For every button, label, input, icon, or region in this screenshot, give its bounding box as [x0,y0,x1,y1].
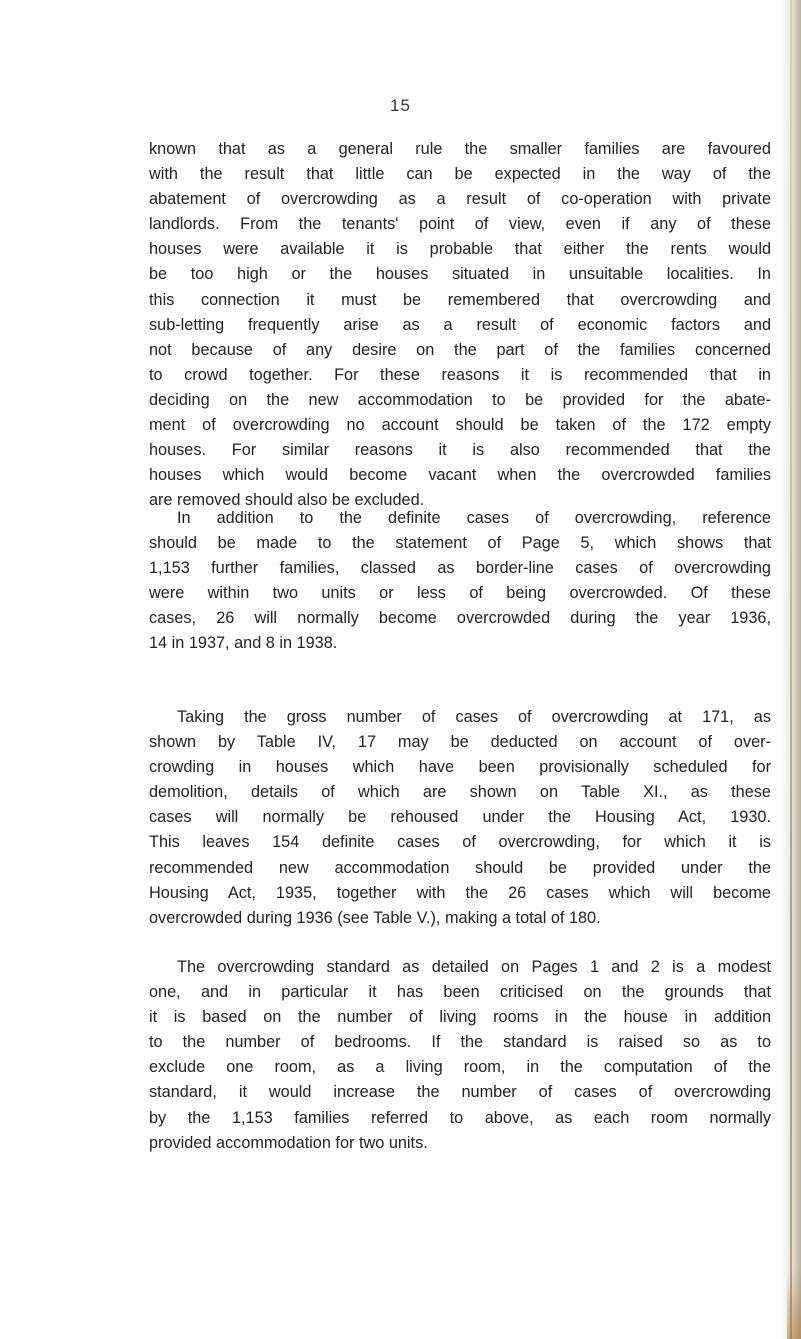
text-line: The overcrowding standard as detailed on Pages 1 and 2 is a modest [177,958,771,976]
text-line: were within two units or less of being overcrowded. Of these [149,584,771,603]
text-line: Taking the gross number of cases of overcrowding at 171, as [177,708,771,726]
text-line: exclude one room, as a living room, in the computation of the [149,1058,771,1077]
text-line: ment of overcrowding no account should be taken of the 172 empty [149,416,771,435]
text-line: by the 1,153 families referred to above, as each room normally [149,1108,771,1127]
text-line: cases, 26 will normally become overcrowded during the year 1936, [149,609,771,628]
page-number: 15 [390,96,411,115]
text-line: are removed should also be excluded. [149,491,425,510]
text-line: landlords. From the tenants' point of view, even if any of these [149,215,771,234]
text-line: cases will normally be rehoused under the Housing Act, 1930. [149,808,771,827]
text-line: it is based on the number of living rooms in the house in addition [149,1008,771,1027]
text-line: deciding on the new accommodation to be provided for the abate- [149,390,771,409]
text-line: demolition, details of which are shown on Table XI., as these [149,783,771,802]
paragraph-4 [149,955,771,1156]
text-line: crowding in houses which have been provisionally scheduled for [149,758,771,777]
text-line: overcrowded during 1936 (see Table V.), making a total of 180. [149,908,601,927]
text-line: to crowd together. For these reasons it is recommended that in [149,365,771,384]
text-line: abatement of overcrowding as a result of co-operation with private [149,190,771,209]
text-line: provided accommodation for two units. [149,1133,428,1152]
text-line: standard, it would increase the number of cases of overcrowding [149,1083,771,1102]
text-line: one, and in particular it has been criticised on the grounds that [149,983,771,1002]
text-line: 14 in 1937, and 8 in 1938. [149,634,338,653]
scan-edge-line [790,0,792,1339]
paragraph-1 [149,137,771,513]
text-line: sub-letting frequently arise as a result of economic factors and [149,315,771,334]
text-line: shown by Table IV, 17 may be deducted on account of over- [149,733,771,752]
text-line: 1,153 further families, classed as border-line cases of overcrowding [149,559,771,578]
text-line: should be made to the statement of Page 5, which shows that [149,534,771,553]
text-line: houses which would become vacant when the overcrowded families [149,466,771,485]
text-line: this connection it must be remembered that overcrowding and [149,290,771,309]
paragraph-3 [149,705,771,931]
paragraph-2 [149,506,771,657]
text-line: In addition to the definite cases of overcrowding, reference [177,509,771,527]
text-line: houses were available it is probable that either the rents would [149,240,771,259]
text-line: not because of any desire on the part of the families concerned [149,340,771,359]
text-line: to the number of bedrooms. If the standard is raised so as to [149,1033,771,1052]
text-line: Housing Act, 1935, together with the 26 cases which will become [149,883,771,902]
scan-edge-stain [787,1269,801,1339]
text-line: known that as a general rule the smaller families are favoured [149,140,771,158]
text-line: This leaves 154 definite cases of overcrowding, for which it is [149,833,771,852]
text-line: be too high or the houses situated in unsuitable localities. In [149,265,771,284]
text-line: houses. For similar reasons it is also recommended that the [149,441,771,460]
text-line: recommended new accommodation should be provided under the [149,858,771,877]
text-line: with the result that little can be expected in the way of the [149,165,771,184]
